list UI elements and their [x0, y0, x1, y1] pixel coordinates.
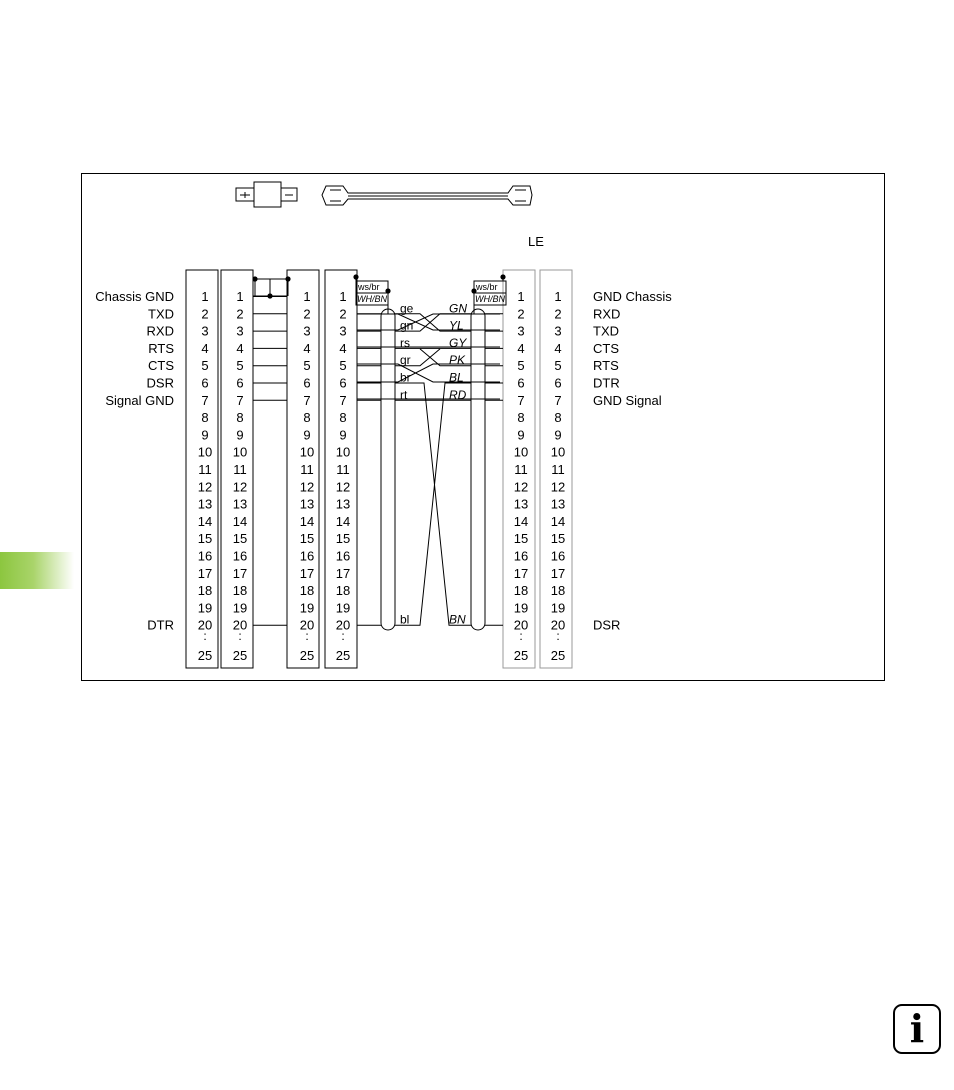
pin-number: 7 [236, 392, 244, 408]
pin-number: 3 [517, 323, 525, 339]
pin-number: 11 [233, 462, 247, 477]
wire-color-en: YL [449, 318, 464, 333]
pin-number: 13 [550, 496, 566, 512]
wire-color-de: gn [400, 318, 414, 333]
pin-number: 17 [197, 565, 213, 581]
pin-ellipsis: : [556, 629, 560, 643]
pin-number: 1 [303, 289, 311, 304]
pin-number: 11 [514, 462, 528, 477]
pin-number: 14 [299, 513, 315, 529]
pin-number: 10 [550, 444, 566, 460]
pin-number: 6 [236, 375, 244, 391]
pin-number: 19 [550, 600, 566, 616]
pin-number: 17 [550, 565, 566, 581]
pin-number: 10 [197, 444, 213, 460]
pin-number: 8 [339, 410, 347, 426]
right-signal-label: DSR [593, 617, 621, 633]
pin-number: 5 [339, 358, 347, 374]
pin-number: 13 [299, 496, 315, 512]
pin-number: 18 [513, 583, 529, 599]
pin-number: 1 [517, 289, 525, 304]
shield-label: WH/BN [357, 294, 387, 304]
wire-color-de: gr [400, 353, 411, 368]
pin-number: 12 [513, 479, 529, 495]
pin-number: 5 [303, 358, 311, 374]
pin-number: 14 [197, 513, 213, 529]
pin-number: 4 [339, 340, 347, 356]
pin-number: 5 [236, 358, 244, 374]
pin-number: 8 [517, 410, 525, 426]
pin-number: 9 [236, 427, 244, 443]
pin-number: 25 [550, 648, 566, 663]
pin-number: 13 [197, 496, 213, 512]
pin-number: 20 [513, 617, 529, 633]
left-signal-label: RTS [148, 340, 174, 356]
right-signal-label: RXD [593, 306, 621, 322]
pin-number: 12 [299, 479, 315, 495]
left-signal-label: Signal GND [105, 392, 174, 408]
pin-number: 8 [554, 410, 562, 426]
pin-number: 11 [300, 462, 314, 477]
pin-number: 7 [303, 392, 311, 408]
junction-dot [267, 293, 272, 298]
pin-number: 4 [517, 340, 525, 356]
left-signal-label: DTR [147, 617, 174, 633]
wire-color-en: BN [449, 612, 466, 627]
pin-number: 1 [236, 289, 244, 304]
pin-number: 18 [232, 583, 248, 599]
pin-number: 19 [197, 600, 213, 616]
pin-number: 17 [513, 565, 529, 581]
device-label: LE [528, 234, 544, 249]
junction-dot [353, 274, 358, 279]
cable-icon [322, 186, 532, 205]
pin-number: 19 [299, 600, 315, 616]
pin-number: 3 [236, 323, 244, 339]
pin-number: 16 [335, 548, 351, 564]
pin-number: 8 [201, 410, 209, 426]
pin-number: 15 [299, 531, 315, 547]
pin-number: 4 [236, 340, 244, 356]
pin-number: 7 [517, 392, 525, 408]
pin-number: 16 [550, 548, 566, 564]
pin-number: 12 [335, 479, 351, 495]
pin-number: 19 [232, 600, 248, 616]
pin-ellipsis: : [238, 629, 242, 643]
pin-number: 4 [201, 340, 209, 356]
right-signal-label: GND Signal [593, 392, 662, 408]
pin-number: 5 [554, 358, 562, 374]
pin-number: 9 [339, 427, 347, 443]
pin-number: 19 [513, 600, 529, 616]
pin-number: 9 [517, 427, 525, 443]
pin-number: 9 [554, 427, 562, 443]
wire-color-en: BL [449, 370, 464, 385]
left-signal-label: DSR [146, 375, 174, 391]
info-icon [893, 1004, 941, 1054]
info-glyph: i [909, 1006, 925, 1051]
junction-dot [285, 276, 290, 281]
right-signal-label: DTR [593, 375, 620, 391]
pin-number: 13 [232, 496, 248, 512]
crossed-wire [395, 383, 471, 625]
pin-number: 14 [232, 513, 248, 529]
pin-number: 2 [554, 306, 562, 322]
shield-label: WH/BN [475, 294, 505, 304]
pin-number: 9 [201, 427, 209, 443]
pin-number: 3 [303, 323, 311, 339]
wire-color-en: GN [449, 301, 467, 316]
right-signal-label: CTS [593, 340, 619, 356]
pin-number: 14 [513, 513, 529, 529]
pin-number: 2 [517, 306, 525, 322]
pin-number: 2 [236, 306, 244, 322]
pin-number: 16 [232, 548, 248, 564]
pin-number: 11 [198, 462, 212, 477]
pin-number: 12 [550, 479, 566, 495]
wire-color-en: RD [449, 387, 467, 402]
pin-number: 16 [299, 548, 315, 564]
wire-color-de: br [400, 370, 411, 385]
pin-number: 25 [232, 648, 248, 663]
left-signal-label: Chassis GND [95, 289, 174, 304]
pin-number: 18 [335, 583, 351, 599]
pin-number: 12 [197, 479, 213, 495]
shield-label: ws/br [358, 282, 380, 292]
pin-number: 6 [201, 375, 209, 391]
pin-number: 25 [335, 648, 351, 663]
pin-number: 7 [554, 392, 562, 408]
pin-number: 8 [303, 410, 311, 426]
pin-number: 17 [232, 565, 248, 581]
pin-number: 6 [517, 375, 525, 391]
shield-label: ws/br [476, 282, 498, 292]
pin-number: 5 [517, 358, 525, 374]
junction-dot [252, 276, 257, 281]
pin-number: 6 [339, 375, 347, 391]
left-signal-label: TXD [148, 306, 174, 322]
pin-number: 2 [201, 306, 209, 322]
pin-ellipsis: : [305, 629, 309, 643]
pin-number: 25 [299, 648, 315, 663]
pin-number: 13 [335, 496, 351, 512]
pin-number: 14 [335, 513, 351, 529]
wire-color-en: PK [449, 353, 466, 368]
pin-number: 16 [513, 548, 529, 564]
wire-color-de: bl [400, 612, 410, 627]
pin-number: 4 [554, 340, 562, 356]
wire-color-de: rs [400, 335, 410, 350]
pin-number: 25 [513, 648, 529, 663]
pin-number: 6 [554, 375, 562, 391]
right-signal-label: RTS [593, 358, 619, 374]
pin-ellipsis: : [341, 629, 345, 643]
pin-number: 10 [232, 444, 248, 460]
pin-number: 1 [339, 289, 347, 304]
pin-number: 6 [303, 375, 311, 391]
pin-number: 20 [335, 617, 351, 633]
pin-number: 18 [197, 583, 213, 599]
pin-number: 10 [299, 444, 315, 460]
pin-number: 20 [197, 617, 213, 633]
pin-ellipsis: : [519, 629, 523, 643]
left-signal-label: RXD [146, 323, 174, 339]
right-signal-label: GND Chassis [593, 289, 672, 304]
pin-number: 11 [551, 462, 565, 477]
pin-number: 17 [299, 565, 315, 581]
pin-number: 20 [232, 617, 248, 633]
pin-number: 18 [299, 583, 315, 599]
pin-number: 15 [513, 531, 529, 547]
pin-number: 4 [303, 340, 311, 356]
pin-number: 16 [197, 548, 213, 564]
connector-icon [236, 182, 297, 207]
pin-number: 25 [197, 648, 213, 663]
pin-number: 14 [550, 513, 566, 529]
pin-number: 1 [201, 289, 209, 304]
pin-number: 20 [299, 617, 315, 633]
pin-number: 15 [550, 531, 566, 547]
pin-number: 8 [236, 410, 244, 426]
pin-number: 3 [554, 323, 562, 339]
left-signal-label: CTS [148, 358, 174, 374]
pin-number: 3 [339, 323, 347, 339]
pin-number: 7 [339, 392, 347, 408]
pin-number: 19 [335, 600, 351, 616]
pin-number: 1 [554, 289, 562, 304]
right-signal-label: TXD [593, 323, 619, 339]
pin-number: 9 [303, 427, 311, 443]
pin-number: 15 [232, 531, 248, 547]
pin-number: 10 [513, 444, 529, 460]
junction-dot [500, 274, 505, 279]
pin-number: 10 [335, 444, 351, 460]
pin-number: 20 [550, 617, 566, 633]
pin-number: 17 [335, 565, 351, 581]
pin-number: 7 [201, 392, 209, 408]
wire-color-de: ge [400, 301, 414, 316]
wire-color-de: rt [400, 387, 408, 402]
pin-number: 11 [336, 462, 350, 477]
pin-number: 15 [335, 531, 351, 547]
pin-ellipsis: : [203, 629, 207, 643]
pin-number: 13 [513, 496, 529, 512]
pin-number: 2 [339, 306, 347, 322]
pin-number: 5 [201, 358, 209, 374]
wire-color-en: GY [449, 335, 467, 350]
pin-number: 18 [550, 583, 566, 599]
pin-number: 15 [197, 531, 213, 547]
pin-number: 3 [201, 323, 209, 339]
junction-dot [385, 288, 390, 293]
pin-number: 2 [303, 306, 311, 322]
pin-number: 12 [232, 479, 248, 495]
